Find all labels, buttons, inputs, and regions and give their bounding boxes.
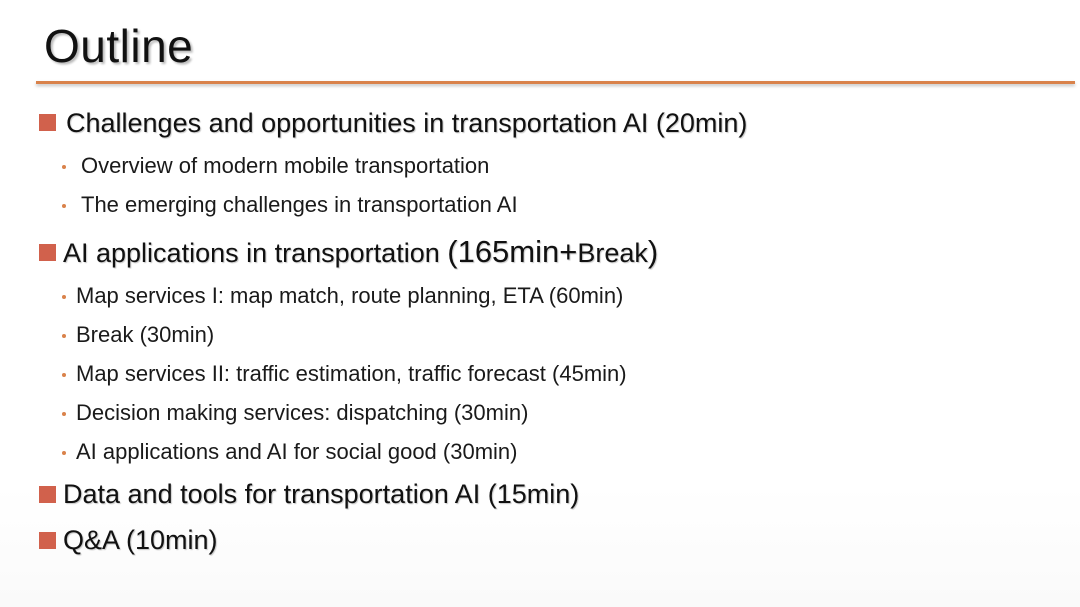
title-divider [36, 81, 1075, 84]
outline-subitem-2-3: Map services II: traffic estimation, traffic forecast (45min) [76, 361, 627, 386]
outline-item-4: Q&A (10min) [63, 525, 218, 555]
sub-bullet-icon [62, 165, 66, 169]
outline-item-1: Challenges and opportunities in transportation AI (20min) [66, 108, 748, 138]
outline-item-2-break: Break [577, 238, 648, 268]
outline-item-2-close: ) [647, 234, 659, 269]
outline-item-2 [63, 235, 658, 270]
square-bullet-icon [39, 532, 56, 549]
sub-bullet-icon [62, 334, 66, 338]
sub-bullet-icon [62, 373, 66, 377]
outline-subitem-2-5: AI applications and AI for social good (30min) [76, 439, 518, 464]
outline-subitem-1-2: The emerging challenges in transportation AI [81, 192, 518, 217]
outline-subitem-1-1: Overview of modern mobile transportation [81, 153, 490, 178]
sub-bullet-icon [62, 451, 66, 455]
sub-bullet-icon [62, 295, 66, 299]
square-bullet-icon [39, 486, 56, 503]
square-bullet-icon [39, 114, 56, 131]
square-bullet-icon [39, 244, 56, 261]
slide-title: Outline [44, 20, 194, 72]
outline-subitem-2-2: Break (30min) [76, 322, 215, 347]
outline-subitem-2-1: Map services I: map match, route planning, ETA (60min) [76, 283, 624, 308]
outline-item-3: Data and tools for transportation AI (15min) [63, 479, 580, 509]
sub-bullet-icon [62, 412, 66, 416]
outline-item-2-main: AI applications in transportation [63, 238, 440, 268]
sub-bullet-icon [62, 204, 66, 208]
outline-subitem-2-4: Decision making services: dispatching (30min) [76, 400, 529, 425]
outline-item-2-duration: (165min+ [447, 234, 578, 269]
